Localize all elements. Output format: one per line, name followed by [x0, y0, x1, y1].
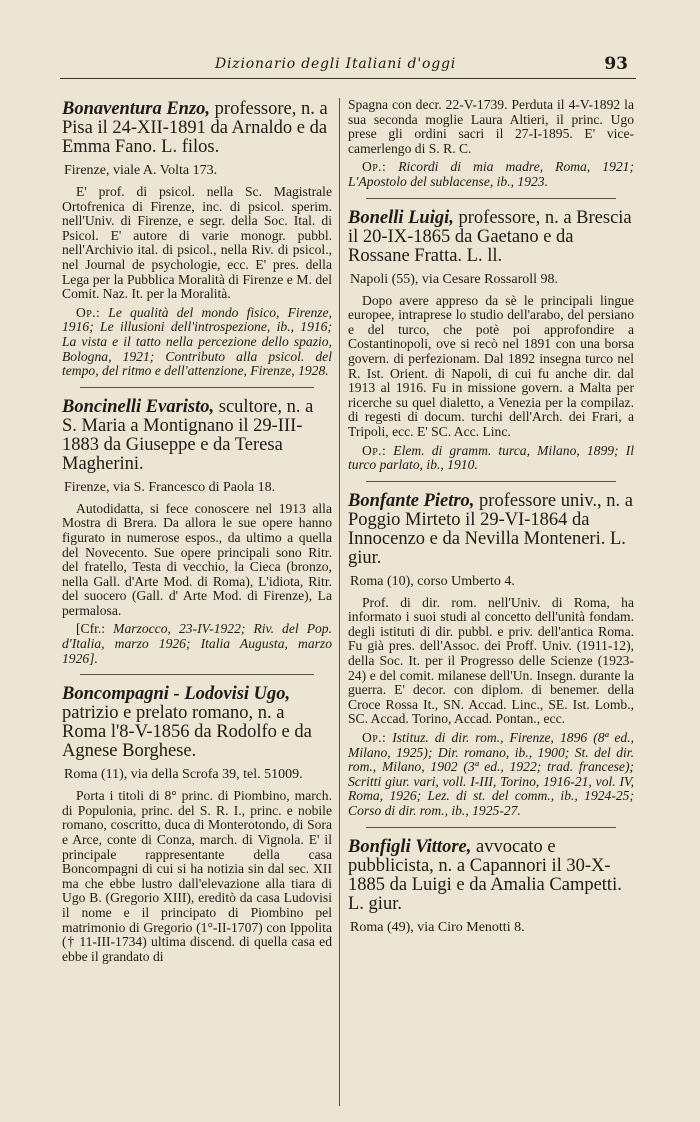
works-text: Istituz. di dir. rom., Firenze, 1896 (8ª ed., Milano, 1925); Dir. romano, ib., 1900; St. del dir. rom., Milano, 1902 (3ª ed., 1922; trad. francese); Scritti giur. vari, voll. I-III, Torino, 1916-21, vol. IV, Roma, 1926; Lez. di st. del comm., ib., 1924-25; Corso di dir. rom., ib., 1925-27.: [348, 730, 634, 818]
entry-address: Napoli (55), via Cesare Rossaroll 98.: [350, 271, 559, 287]
entry-boncompagni: [62, 685, 332, 964]
works-label: Op.:: [362, 159, 387, 175]
entry-intro: professore, n. a Brescia il 20-IX-1865 da Gaetano e da Rossane Fratta. L. ll.: [348, 207, 632, 266]
left-column: [62, 100, 332, 972]
entry-heading: [62, 100, 332, 157]
entry-boncinelli: [62, 398, 332, 667]
entry-name: Bonaventura Enzo,: [62, 99, 211, 119]
entry-name: Boncinelli Evaristo,: [62, 396, 215, 417]
entry-works: [348, 444, 634, 473]
entry-bonaventura: [62, 100, 332, 379]
entry-address: Firenze, viale A. Volta 173.: [64, 163, 218, 178]
entry-boncompagni-continued: [348, 98, 634, 190]
entry-address: Roma (49), via Ciro Menotti 8.: [350, 919, 525, 935]
entry-heading: [348, 492, 634, 568]
entry-intro: professore univ., n. a Poggio Mirteto il 29-VI-1864 da Innocenzo e da Nevilla Monteneri. L. giur.: [348, 490, 633, 568]
entry-separator: [80, 387, 314, 388]
entry-separator: [366, 198, 616, 199]
right-column: [348, 98, 634, 944]
entry-heading: [62, 398, 332, 474]
entry-bonfante: [348, 492, 634, 819]
works-text: Elem. di gramm. turca, Milano, 1899; Il turco parlato, ib., 1910.: [348, 442, 634, 473]
entry-name: Bonelli Luigi,: [348, 207, 454, 228]
works-text: Ricordi di mia madre, Roma, 1921; L'Apostolo del sublacense, ib., 1923.: [348, 159, 634, 189]
entry-name: Bonfante Pietro,: [348, 490, 475, 511]
entry-separator: [366, 481, 616, 482]
entry-references: [62, 622, 332, 666]
entry-intro: avvocato e pubblicista, n. a Capannori il 30-X-1885 da Luigi e da Amalia Campetti. L. giur.: [348, 836, 622, 914]
entry-body: E' prof. di psicol. nella Sc. Magistrale Ortofrenica di Firenze, inc. di psicol. sperim. nell'Univ. di Firenze, e segr. della Soc. Ital. di Psicol. E' autore di varie monogr. pubbl. nell'Archivio ital. di psicol., nella Riv. di psicol., nel Journal de psychologie, ecc. E' pres. della Lega per la Pubblica Moralità di Firenze e M. del Comit. Naz. It. per la Moralità.: [62, 184, 332, 302]
entry-separator: [366, 827, 616, 828]
entry-works: [348, 160, 634, 189]
entry-body: Dopo avere appreso da sè le principali lingue europee, intraprese lo studio dell'arabo, del persiano e del turco, che potè poi approfondire a Costantinopoli, ove si recò nel 1891 con una borsa govern. di perfezionam. Dal 1892 insegna turco nel R. Ist. Orient. di Napoli, di cui fu anche dir. dal 1913 al 1916. Fu in missione govern. a Malta per ricerche su quel dialetto, a Venezia per la compilaz. di regesti di docum. turchi dell'Arch. dei Frari, a Tripoli, ecc. E' SC. Acc. Linc.: [348, 292, 634, 439]
entry-intro: patrizio e prelato romano, n. a Roma l'8-V-1856 da Rodolfo e da Agnese Borghese.: [62, 703, 312, 762]
entry-intro: professore, n. a Pisa il 24-XII-1891 da Arnaldo e da Emma Fano. L. filos.: [62, 99, 328, 157]
page-header: [60, 56, 636, 79]
entry-works: [348, 731, 634, 819]
entry-bonelli: [348, 209, 634, 473]
page-number: 93: [604, 54, 628, 74]
entry-address: Roma (11), via della Scrofa 39, tel. 51009.: [64, 767, 303, 783]
entry-works: [62, 306, 332, 379]
works-label: Op.:: [362, 442, 387, 458]
entry-bonfigli: [348, 838, 634, 936]
running-title: Dizionario degli Italiani d'oggi: [215, 56, 456, 72]
entry-intro: scultore, n. a S. Maria a Montignano il 29-III-1883 da Giuseppe e da Teresa Magherini.: [62, 396, 314, 474]
entry-body: Porta i titoli di 8° princ. di Piombino, march. di Populonia, princ. del S. R. I., princ. e nobile romano, coscritto, duca di Monterotondo, di Sora e Arce, conte di Conza, march. di Vignola. E' il principale rappresentante della casa Boncompagni di cui si ha notizia sin dal sec. XII ma che ebbe lustro dall'elevazione alla tiara di Ugo B. (Gregorio XIII), ereditò da casa Ludovisi il nome e il principato di Piombino pel matrimonio di Gregorio (1°-II-1707) con Ippolita († 11-III-1734) ultima discend. di quella casa ed ebbe il grandato di: [62, 788, 332, 964]
works-label: Op.:: [362, 730, 387, 746]
entry-name: Bonfigli Vittore,: [348, 836, 472, 857]
entry-address: Roma (10), corso Umberto 4.: [350, 573, 515, 589]
refs-text: Marzocco, 23-IV-1922; Riv. del Pop. d'Italia, marzo 1926; Italia Augusta, marzo 1926].: [62, 621, 332, 666]
entry-name: Boncompagni - Lodovisi Ugo,: [62, 684, 291, 705]
works-label: Op.:: [76, 304, 101, 320]
entry-heading: [348, 838, 634, 914]
refs-label: [Cfr.:: [76, 621, 106, 637]
entry-separator: [80, 674, 314, 675]
entry-body: Prof. di dir. rom. nell'Univ. di Roma, ha informato i suoi studi al concetto dell'unità fondam. degli istituti di dir. pubbl. e priv. dell'antica Roma. Fu già pres. dell'Assoc. dei Proff. Univ. (1911-12), della Soc. It. per il Progresso delle Scienze (1923-24) e del comit. milanese dell'Un. Insegn. durante la guerra. E' decor. con diplom. di benemer. della Croce Rossa It., SN. Accad. Linc., SE. Ist. Lomb., SC. Accad. Torino, Accad. Pontan., ecc.: [348, 594, 634, 727]
entry-heading: [348, 209, 634, 266]
entry-address: Firenze, via S. Francesco di Paola 18.: [64, 479, 276, 495]
column-divider: [339, 98, 340, 1106]
works-text: Le qualità del mondo fisico, Firenze, 1916; Le illusioni dell'introspezione, ib., 1916; La vista e il tatto nella percezione dello spazio, Bologna, 1921; Contributo alla psicol. del tempo, del ritmo e dell'attenzione, Firenze, 1928.: [62, 304, 332, 379]
continuation-text: Spagna con decr. 22-V-1739. Perduta il 4-V-1892 la sua seconda moglie Laura Altieri, il princ. Ugo prese gli ordini sacri il 27-I-1895. E' vice-camerlengo di S. R. C.: [348, 97, 634, 156]
entry-heading: [62, 685, 332, 761]
entry-body: Autodidatta, si fece conoscere nel 1913 alla Mostra di Brera. Da allora le sue opere hanno figurato in numerose espos., da ultimo a quella del Novecento. Sue opere principali sono Ritr. del fratello, Testa di vecchio, la Cieca (bronzo, nella Gall. d'Arte Mod. di Roma), L'idiota, Ritr. del suocero (Gall. d' Arte Mod. di Firenze), La permalosa.: [62, 500, 332, 618]
